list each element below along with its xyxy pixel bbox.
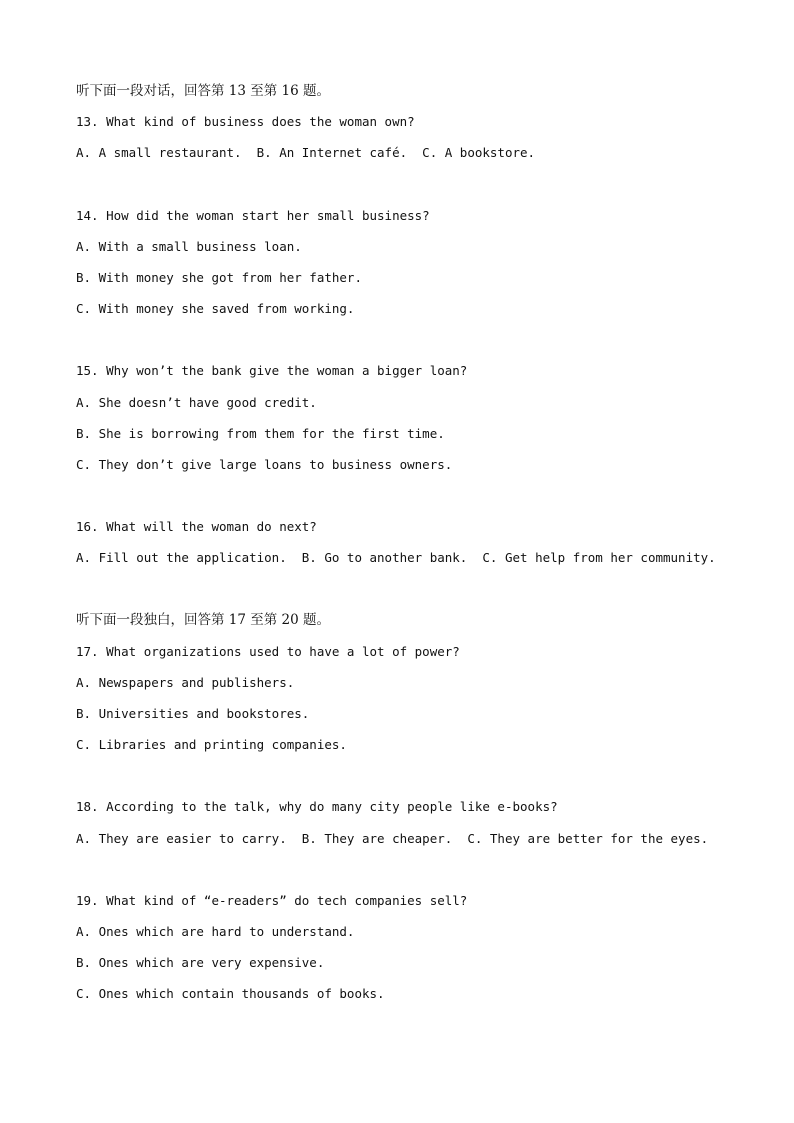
option-b: B. Universities and bookstores. — [76, 706, 310, 721]
option-c: C. With money she saved from working. — [76, 301, 355, 317]
question-17 — [76, 642, 766, 767]
question-15 — [76, 361, 766, 486]
option-line: A. A small restaurant. B. An Internet café. C. A bookstore. — [76, 145, 536, 161]
question-19 — [76, 891, 766, 1016]
spacer — [76, 175, 766, 206]
question-text: 18. According to the talk, why do many city people like e-books? — [76, 799, 558, 815]
option-a: A. Newspapers and publishers. — [76, 674, 295, 690]
question-14 — [76, 206, 766, 331]
question-text: 14. How did the woman start her small business? — [76, 207, 430, 223]
option-a: A. With a small business loan. — [76, 238, 302, 254]
spacer — [76, 486, 766, 517]
option-line: A. They are easier to carry. B. They are cheaper. C. They are better for the eyes. — [76, 830, 709, 846]
question-text: 17. What organizations used to have a lot of power? — [76, 643, 460, 659]
spacer — [76, 766, 766, 797]
section-heading-2: 听下面一段独白，回答第 17 至第 20 题。 — [76, 612, 331, 629]
option-a: A. She doesn’t have good credit. — [76, 394, 317, 410]
spacer — [76, 579, 766, 610]
option-line: A. Fill out the application. B. Go to another bank. C. Get help from her community. — [76, 550, 716, 566]
option-b: B. She is borrowing from them for the first time. — [76, 425, 445, 441]
exam-page — [76, 81, 766, 1016]
spacer — [76, 330, 766, 361]
option-b: B. Ones which are very expensive. — [76, 955, 325, 971]
question-18 — [76, 797, 766, 859]
question-text: 16. What will the woman do next? — [76, 519, 317, 535]
question-13 — [76, 112, 766, 174]
question-16 — [76, 517, 766, 579]
question-text: 13. What kind of business does the woman own? — [76, 114, 415, 130]
question-text: 15. Why won’t the bank give the woman a bigger loan? — [76, 363, 468, 379]
option-c: C. Libraries and printing companies. — [76, 737, 347, 753]
option-c: C. They don’t give large loans to business owners. — [76, 456, 453, 472]
question-text: 19. What kind of “e-readers” do tech companies sell? — [76, 892, 468, 908]
option-a: A. Ones which are hard to understand. — [76, 923, 355, 939]
option-b: B. With money she got from her father. — [76, 269, 362, 285]
section-heading-1: 听下面一段对话，回答第 13 至第 16 题。 — [76, 83, 331, 99]
option-c: C. Ones which contain thousands of books. — [76, 986, 385, 1002]
spacer — [76, 860, 766, 891]
